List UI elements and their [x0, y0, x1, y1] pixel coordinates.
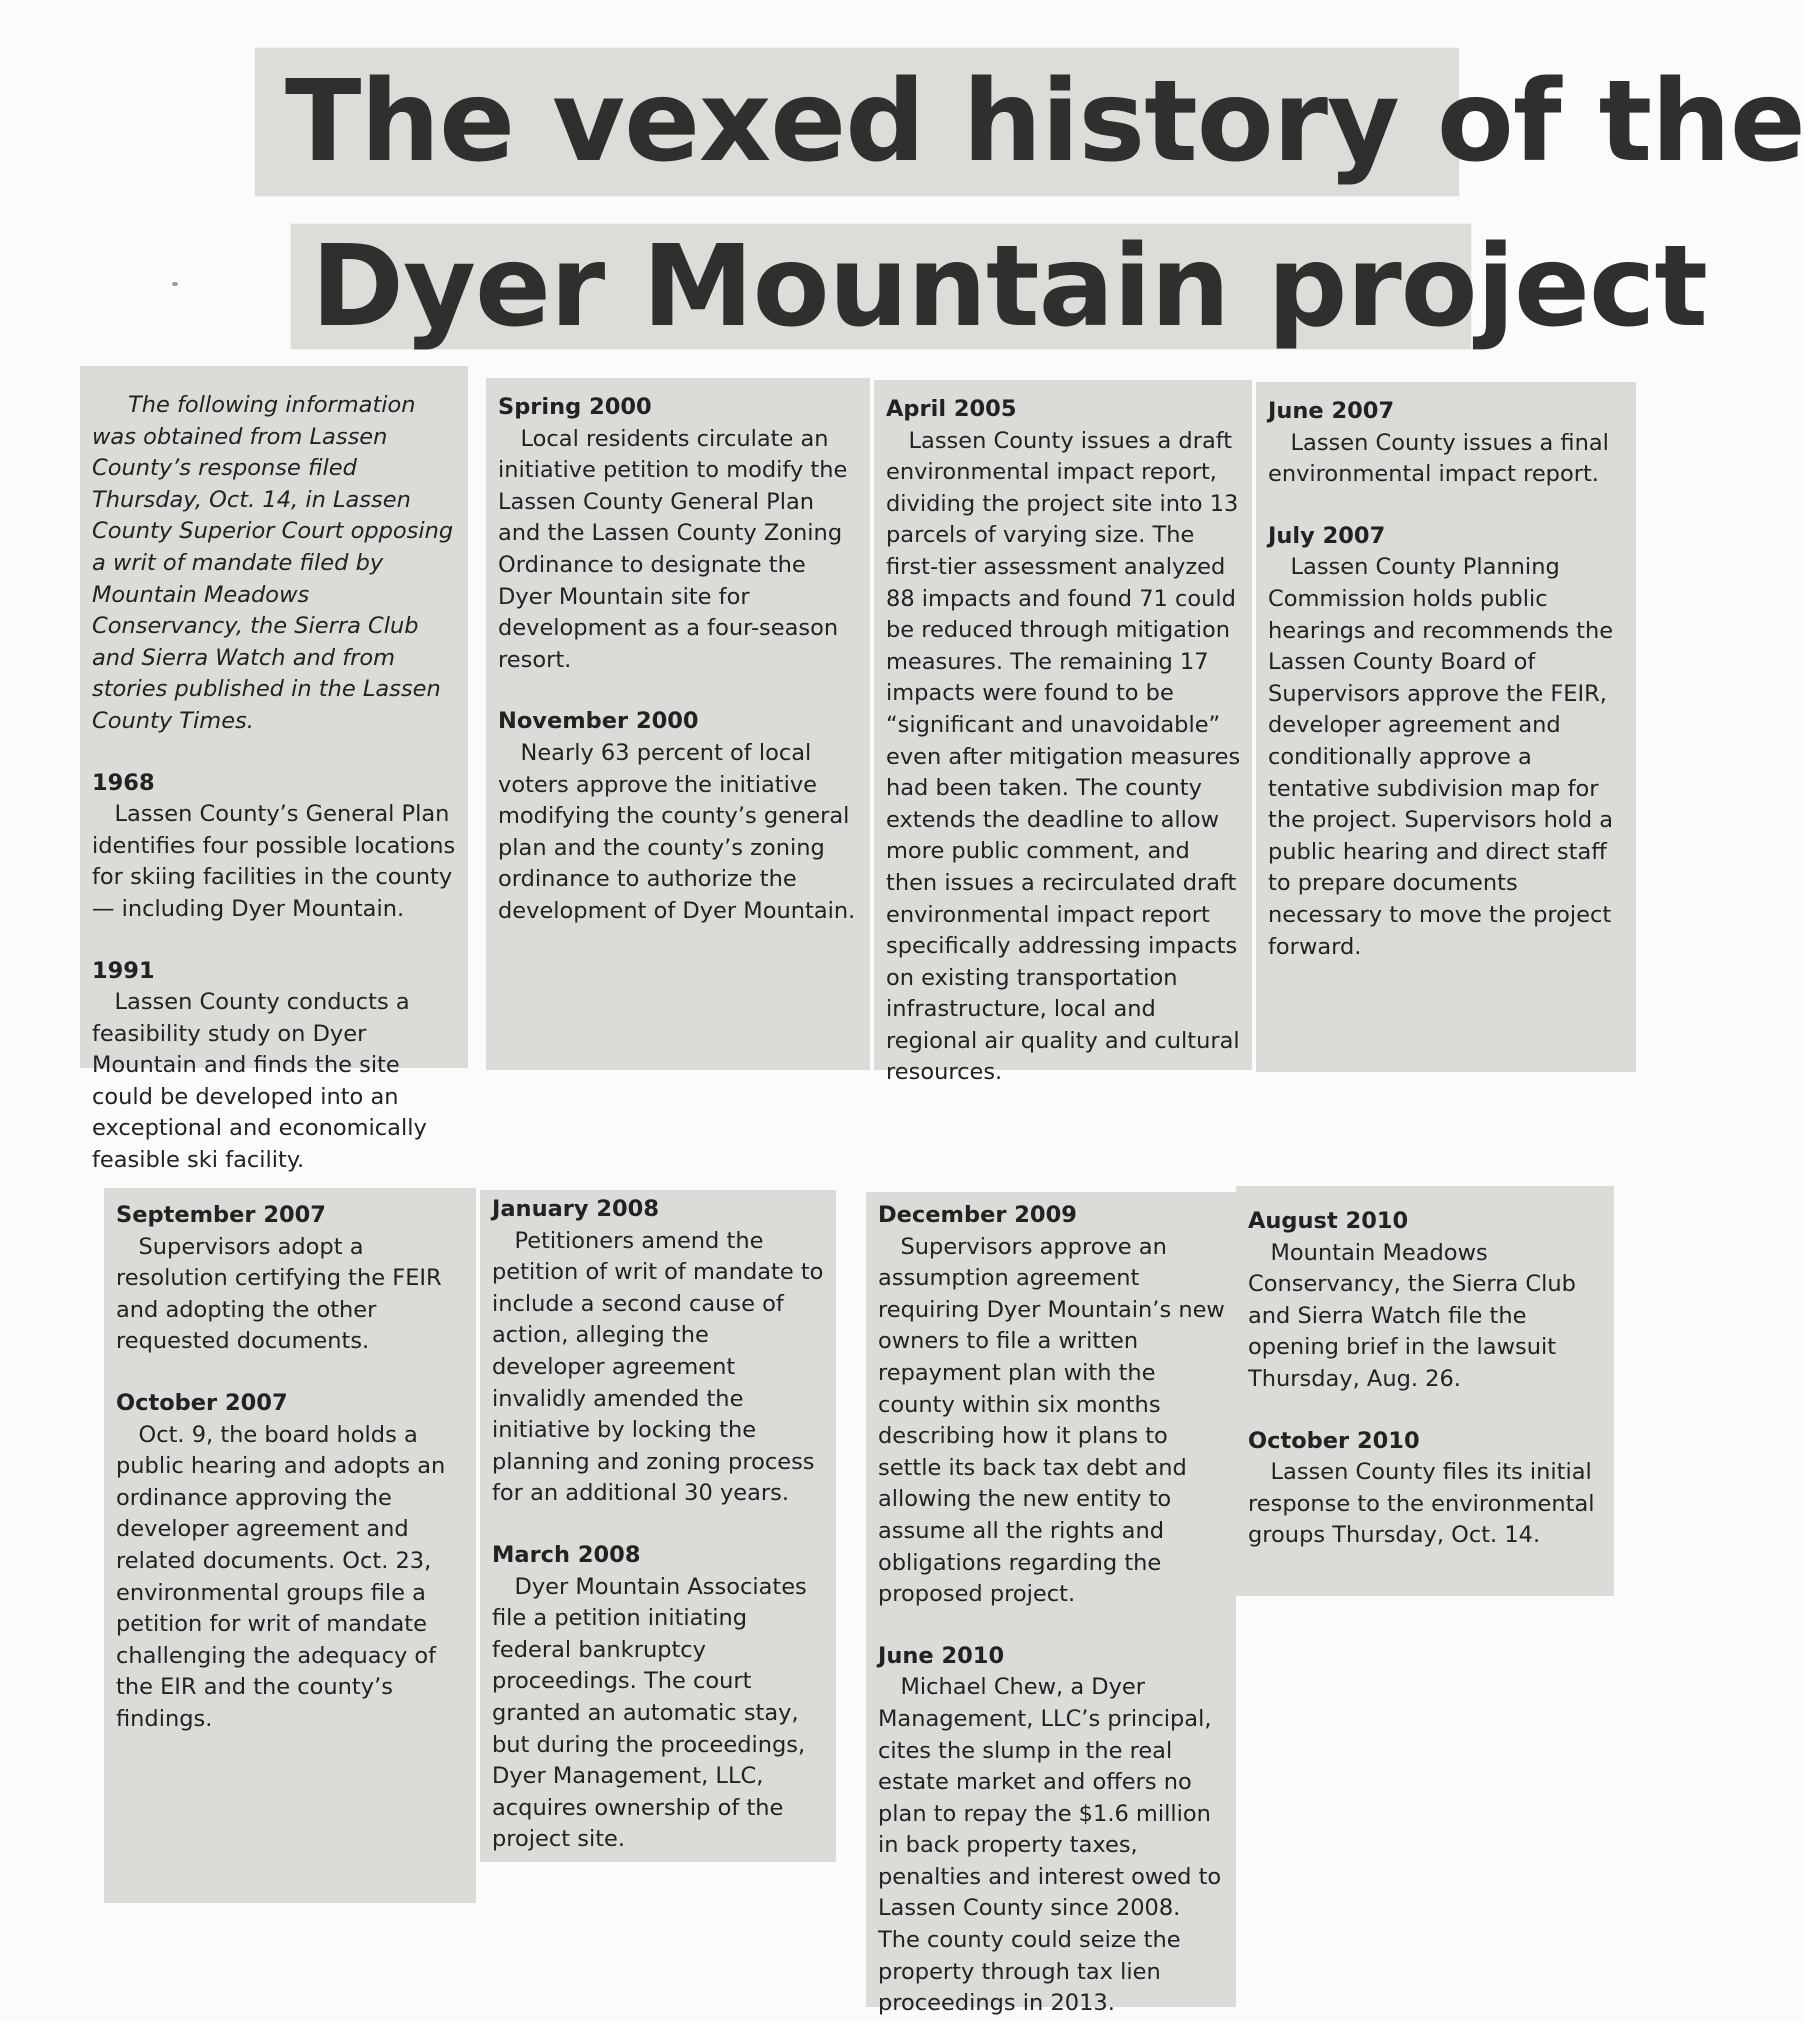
- entry-date: April 2005: [886, 396, 1017, 422]
- entry-date: September 2007: [116, 1202, 326, 1228]
- headline-line-1: The vexed history of the: [285, 57, 1805, 187]
- column-2: [486, 378, 870, 1070]
- column-4: [1256, 382, 1636, 1072]
- entry-date: July 2007: [1268, 522, 1386, 549]
- column-6: [480, 1190, 836, 1862]
- entry-text: Lassen County files its initial response to the environmental groups Thursday, Oct. 14.: [1248, 1459, 1595, 1549]
- entry-text: Lassen County Planning Commission holds public hearings and recommends the Lassen County Board of Supervisors approve the FEIR, developer agreement and conditionally approve a tentative subdivision map for the project. Supervisors hold a public hearing and direct staff to prepare documents necessary to move the project forward.: [1268, 554, 1614, 960]
- entry-text: Lassen County issues a draft environmental impact report, dividing the project site into 13 parcels of varying size. The first-tier assessment analyzed 88 impacts and found 71 could be reduced through mitigation measures. The remaining 17 impacts were found to be “significant and unavoidable” even after mitigation measures had been taken. The county extends the deadline to allow more public comment, and then issues a recirculated draft environmental impact report specifically addressing impacts on existing transportation infrastructure, local and regional air quality and cultural resources.: [886, 427, 1241, 1086]
- entry-date: October 2010: [1248, 1427, 1420, 1454]
- intro-text: The following information was obtained from Lassen County’s response filed Thursday, Oct. 14, in Lassen County Superior Court opposing a writ of mandate filed by Mountain Meadows Conservancy, the Sierra Club and Sierra Watch and from stories published in the Lassen County Times.: [92, 392, 454, 734]
- entry-text: Michael Chew, a Dyer Management, LLC’s principal, cites the slump in the real estate market and offers no plan to repay the $1.6 million in back property taxes, penalties and interest owed to Lassen County since 2008. The county could seize the property through tax lien proceedings in 2013.: [878, 1674, 1222, 2017]
- entry-text: Supervisors adopt a resolution certifying the FEIR and adopting the other requested documents.: [116, 1233, 442, 1355]
- entry-date: 1991: [92, 957, 155, 984]
- entry-text: Lassen County issues a final environmental impact report.: [1268, 429, 1609, 488]
- entry-date: 1968: [92, 769, 155, 796]
- column-8: [1236, 1186, 1614, 1596]
- entry-date: December 2009: [878, 1202, 1077, 1228]
- entry-text: Supervisors approve an assumption agreement requiring Dyer Mountain’s new owners to file a written repayment plan with the county within six months describing how it plans to settle its back tax debt and allowing the new entity to assume all the rights and obligations regarding the proposed project.: [878, 1233, 1225, 1608]
- entry-text: Dyer Mountain Associates file a petition initiating federal bankruptcy proceedings. The court granted an automatic stay, but during the proceedings, Dyer Management, LLC, acquires ownership of the project site.: [492, 1573, 807, 1853]
- column-7: [866, 1192, 1236, 2017]
- column-3: [874, 380, 1252, 1086]
- headline-line-2: Dyer Mountain project: [311, 222, 1707, 352]
- entry-date: August 2010: [1248, 1208, 1409, 1234]
- entry-date: Spring 2000: [498, 394, 652, 420]
- entry-text: Oct. 9, the board holds a public hearing and adopts an ordinance approving the developer agreement and related documents. Oct. 23, environmental groups file a petition for writ of mandate challenging the adequacy of the EIR and the county’s findings.: [116, 1421, 446, 1732]
- column-1: [80, 366, 468, 1174]
- entry-text: Petitioners amend the petition of writ of mandate to include a second cause of action, alleging the developer agreement invalidly amended the initiative by locking the planning and zoning process for an additional 30 years.: [492, 1227, 824, 1507]
- speck: [172, 282, 178, 286]
- entry-text: Lassen County conducts a feasibility study on Dyer Mountain and finds the site could be developed into an exceptional and economically feasible ski facility.: [92, 989, 427, 1174]
- entry-date: June 2007: [1268, 398, 1395, 424]
- entry-text: Nearly 63 percent of local voters approve the initiative modifying the county’s general plan and the county’s zoning ordinance to authorize the development of Dyer Mountain.: [498, 739, 856, 924]
- entry-date: March 2008: [492, 1541, 641, 1568]
- entry-date: June 2010: [878, 1642, 1005, 1669]
- entry-date: October 2007: [116, 1389, 288, 1416]
- entry-text: Lassen County’s General Plan identifies four possible locations for skiing facilities in the county — including Dyer Mountain.: [92, 801, 456, 922]
- entry-text: Mountain Meadows Conservancy, the Sierra Club and Sierra Watch file the opening brief in the lawsuit Thursday, Aug. 26.: [1248, 1239, 1576, 1392]
- entry-date: January 2008: [492, 1196, 659, 1222]
- entry-date: November 2000: [498, 708, 699, 735]
- column-5: [104, 1188, 476, 1903]
- entry-text: Local residents circulate an initiative petition to modify the Lassen County General Plan and the Lassen County Zoning Ordinance to designate the Dyer Mountain site for development as a four-season resort.: [498, 425, 848, 673]
